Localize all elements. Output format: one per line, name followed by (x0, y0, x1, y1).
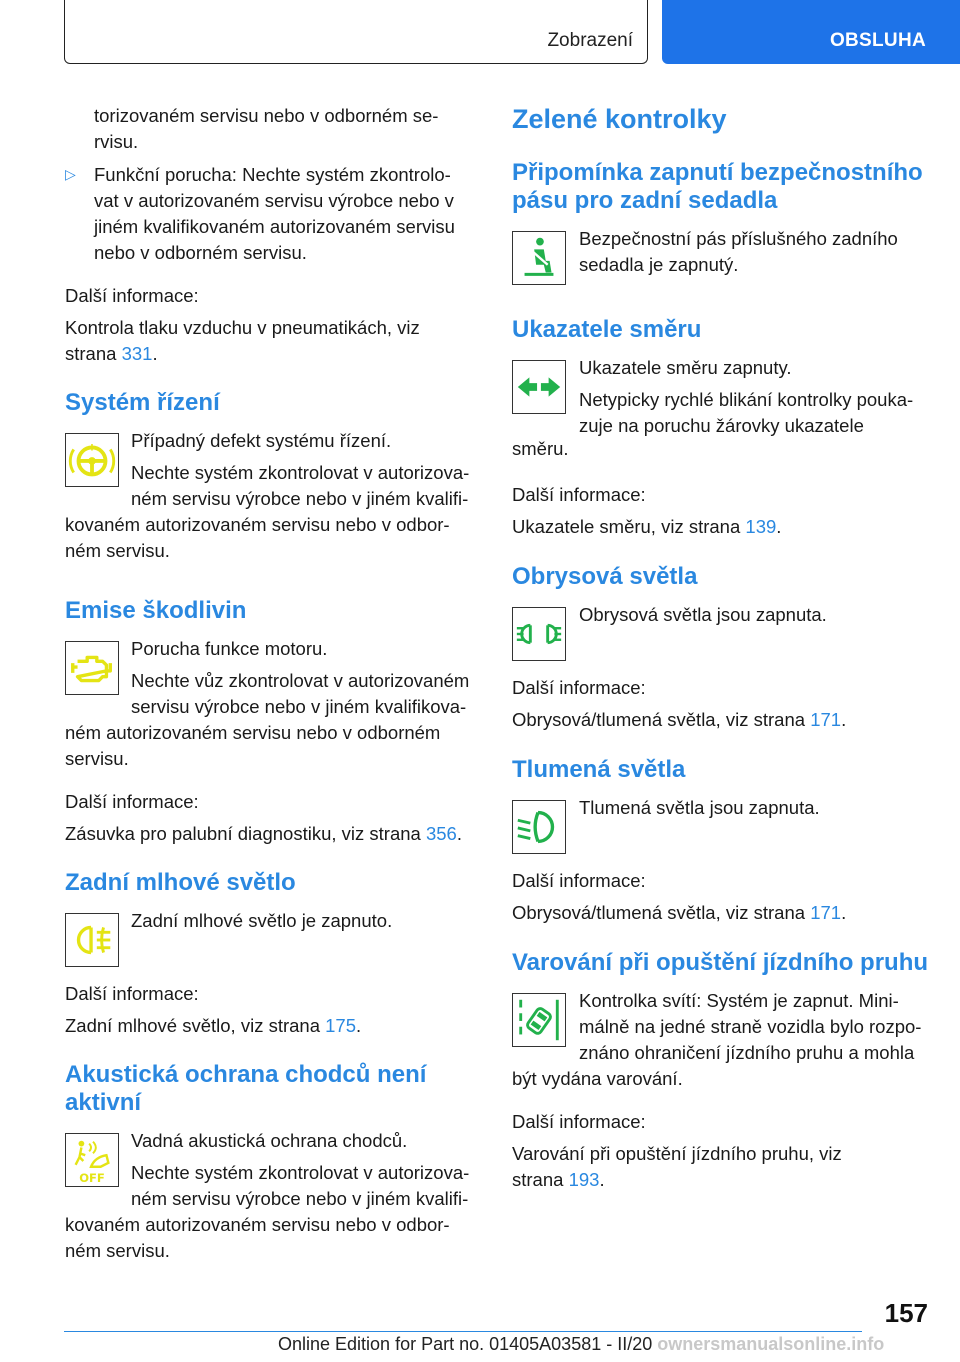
info-text: strana 331. (65, 343, 158, 364)
emissions-text: Nechte vůz zkontrolovat v autorizovaném (131, 670, 470, 691)
section-title-seatbelt: pásu pro zadní sedadla (512, 187, 778, 214)
info-text: Varování při opuštění jízdního pruhu, viz (512, 1143, 842, 1164)
info-label: Další informace: (512, 870, 646, 891)
emissions-text: servisu výrobce nebo v jiném kvalifikova‐ (131, 696, 467, 717)
header-section-title: Zobrazení (547, 30, 633, 51)
turn-text: Netypicky rychlé blikání kontrolky pouka‐ (579, 389, 914, 410)
footer-edition-text (278, 1334, 884, 1355)
emissions-text: servisu. (65, 748, 129, 769)
lane-text: Kontrolka svítí: Systém je zapnut. Mini‐ (579, 990, 899, 1011)
page-link[interactable]: 171 (810, 709, 842, 730)
info-text: Ukazatele směru, viz strana 139. (512, 516, 782, 537)
svg-text:!: ! (90, 443, 94, 454)
engine-check-icon (65, 641, 119, 695)
seatbelt-text: Bezpečnostní pás příslušného zadního (579, 228, 898, 249)
page-link[interactable]: 171 (810, 902, 842, 923)
section-title-rear-fog: Zadní mlhové světlo (65, 869, 296, 896)
continued-text-line: torizovaném servisu nebo v odborném se‐ (94, 105, 439, 126)
seatbelt-text: sedadla je zapnutý. (579, 254, 739, 275)
low-beam-text: Tlumená světla jsou zapnuta. (579, 797, 820, 818)
emissions-text: Porucha funkce motoru. (131, 638, 328, 659)
steering-text: ném servisu. (65, 540, 170, 561)
section-title-lane-departure: Varování při opuštění jízdního pruhu (512, 949, 929, 976)
emissions-text: ném autorizovaném servisu nebo v odborném (65, 722, 441, 743)
info-text: Zadní mlhové světlo, viz strana 175. (65, 1015, 362, 1036)
info-text: Obrysová/tlumená světla, viz strana 171. (512, 709, 847, 730)
lane-text: znáno ohraničení jízdního pruhu a mohla (579, 1042, 915, 1063)
steering-text: Nechte systém zkontrolovat v autorizova‐ (131, 462, 470, 483)
footer-edition: Online Edition for Part no. 01405A03581 - II/20 (278, 1334, 658, 1354)
bullet-text-line: vat v autorizovaném servisu výrobce nebo v (94, 190, 454, 211)
page-link[interactable]: 331 (121, 343, 153, 364)
pedestrian-text: kovaném autorizovaném servisu nebo v odbor‐ (65, 1214, 450, 1235)
pedestrian-text: ném servisu. (65, 1240, 170, 1261)
pedestrian-text: Nechte systém zkontrolovat v autorizova‐ (131, 1162, 470, 1183)
svg-text:OFF: OFF (79, 1171, 105, 1186)
section-title-parking-lights: Obrysová světla (512, 563, 698, 590)
steering-wheel-warning-icon (65, 433, 119, 487)
info-label: Další informace: (512, 484, 646, 505)
rear-fog-light-icon (65, 913, 119, 967)
parking-lights-icon (512, 607, 566, 661)
continued-text-line: rvisu. (94, 131, 139, 152)
info-label: Další informace: (65, 285, 199, 306)
pedestrian-protection-off-icon (65, 1133, 119, 1187)
header-section-tab (64, 0, 648, 64)
lane-departure-icon (512, 993, 566, 1047)
bullet-triangle-icon: ▷ (65, 166, 76, 182)
page-link[interactable]: 139 (745, 516, 777, 537)
pedestrian-text: Vadná akustická ochrana chodců. (131, 1130, 408, 1151)
page-link[interactable]: 175 (325, 1015, 357, 1036)
turn-text: Ukazatele směru zapnuty. (579, 357, 792, 378)
turn-text: zuje na poruchu žárovky ukazatele (579, 415, 864, 436)
section-title-emissions: Emise škodlivin (65, 597, 247, 624)
bullet-text-line: jiném kvalifikovaném autorizovaném servisu (94, 216, 455, 237)
info-label: Další informace: (65, 983, 199, 1004)
parking-text: Obrysová světla jsou zapnuta. (579, 604, 827, 625)
rear-fog-text: Zadní mlhové světlo je zapnuto. (131, 910, 393, 931)
info-label: Další informace: (512, 1111, 646, 1132)
info-label: Další informace: (65, 791, 199, 812)
info-text: Obrysová/tlumená světla, viz strana 171. (512, 902, 847, 923)
section-title-pedestrian: Akustická ochrana chodců není (65, 1061, 427, 1088)
page-link[interactable]: 356 (425, 823, 457, 844)
turn-text: směru. (512, 438, 569, 459)
footer-divider (64, 1331, 862, 1332)
bullet-text-line: Funkční porucha: Nechte systém zkontrolo‐ (94, 164, 451, 185)
header-chapter-tab (662, 0, 960, 64)
footer-site-watermark: ownersmanualsonline.info (657, 1334, 885, 1354)
section-title-pedestrian: aktivní (65, 1089, 142, 1116)
section-title-seatbelt: Připomínka zapnutí bezpečnostního (512, 159, 923, 186)
lane-text: málně na jedné straně vozidla bylo rozpo‐ (579, 1016, 922, 1037)
info-text: Kontrola tlaku vzduchu v pneumatikách, viz (65, 317, 420, 338)
section-title-turn-signals: Ukazatele směru (512, 316, 702, 343)
bullet-text-line: nebo v odborném servisu. (94, 242, 307, 263)
steering-text: Případný defekt systému řízení. (131, 430, 392, 451)
section-title-steering: Systém řízení (65, 389, 220, 416)
steering-text: ném servisu výrobce nebo v jiném kvalifi‐ (131, 488, 469, 509)
section-title-low-beam: Tlumená světla (512, 756, 686, 783)
page-number: 157 (884, 1298, 928, 1328)
steering-text: kovaném autorizovaném servisu nebo v odbor‐ (65, 514, 450, 535)
seatbelt-icon (512, 231, 566, 285)
info-text: Zásuvka pro palubní diagnostiku, viz strana 356. (65, 823, 462, 844)
header-chapter-title: OBSLUHA (829, 30, 926, 51)
main-title-green-indicators: Zelené kontrolky (512, 104, 727, 134)
info-label: Další informace: (512, 677, 646, 698)
low-beam-icon (512, 800, 566, 854)
page-link[interactable]: 193 (568, 1169, 600, 1190)
lane-text: být vydána varování. (512, 1068, 683, 1089)
turn-signal-arrows-icon (512, 360, 566, 414)
pedestrian-text: ném servisu výrobce nebo v jiném kvalifi‐ (131, 1188, 469, 1209)
info-text: strana 193. (512, 1169, 605, 1190)
